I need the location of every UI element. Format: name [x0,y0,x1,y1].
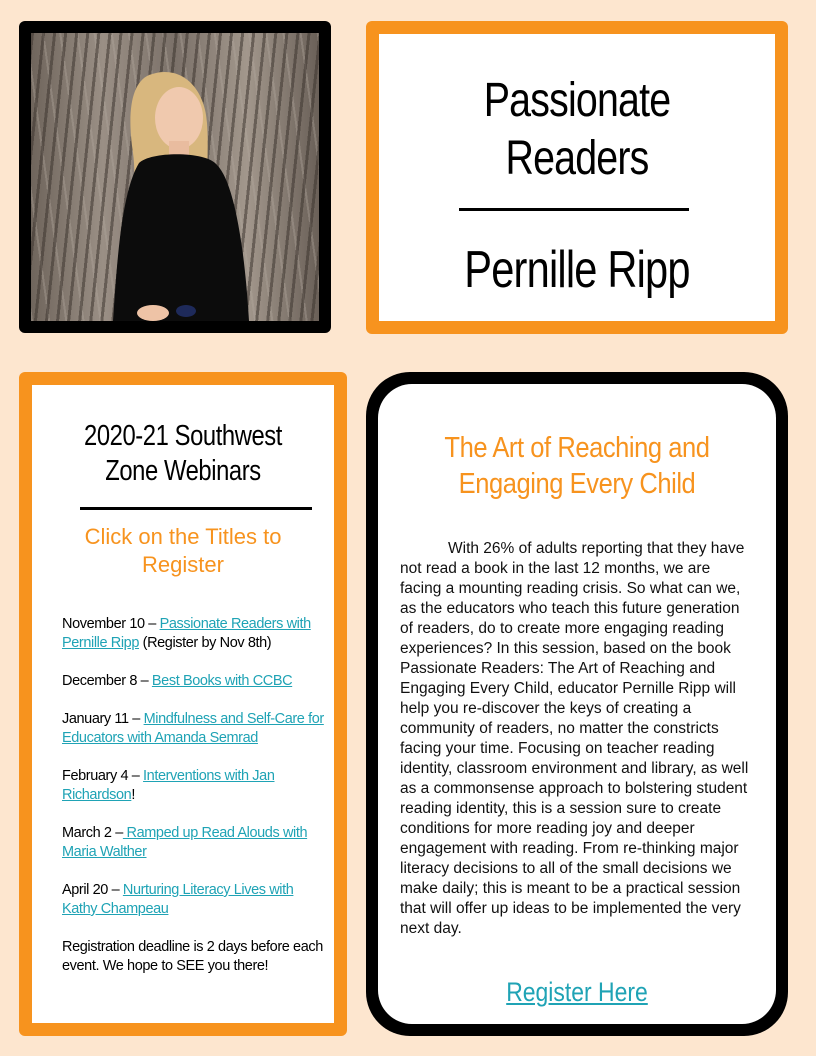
title-card [366,21,788,334]
event-item [62,767,332,805]
event-item [62,824,332,862]
author-photo-frame [19,21,331,333]
event-list [62,615,332,976]
event-register-link[interactable]: Interventions with Jan Richardson [62,768,275,803]
event-register-link[interactable]: Mindfulness and Self-Care for Educators with Amanda Semrad [62,711,324,746]
event-date: December 8 – [62,673,152,689]
event-item [62,881,332,919]
session-heading: The Art of Reaching and Engaging Every Child [444,432,710,500]
event-date: April 20 – [62,882,123,898]
session-description: With 26% of adults reporting that they have not read a book in the last 12 months, we are facing a mounting reading crisis. So what can we, as the educators who teach this future generation of readers, do to create more engaging reading experiences? In this session, based on the book Passionate Readers: The Art of Reaching and Engaging Every Child, educator Pernille Ripp will help you re-discover the keys of creating a community of readers, no matter the constricts facing your time. Focusing on teacher reading identity, classroom environment and library, as well as a commonsense approach to bolstering student reading identity, this is a session sure to create conditions for more reading joy and deeper engagement with reading. From re-thinking major literacy decisions to all of the small decisions we make daily; this is meant to be a practical session that will offer up ideas to be implemented the very next day. [400,540,749,937]
session-card [366,372,788,1036]
event-note: ! [131,787,135,803]
event-note: (Register by Nov 8th) [139,635,272,651]
event-register-link[interactable]: Passionate Readers with Pernille Ripp [62,616,311,651]
event-item [62,615,332,653]
schedule-heading: 2020-21 Southwest Zone Webinars [84,420,282,487]
event-title: Passionate Readers [483,74,671,185]
event-date: January 11 – [62,711,144,727]
author-name: Pernille Ripp [464,241,690,299]
author-photo [31,33,319,321]
schedule-divider [80,507,312,510]
event-register-link[interactable]: Ramped up Read Alouds with Maria Walther [62,825,308,860]
portrait-photo-icon [31,33,319,321]
session-card-inner [378,384,776,1024]
event-item [62,710,332,748]
event-register-link[interactable]: Nurturing Literacy Lives with Kathy Champeau [62,882,294,917]
event-date: February 4 – [62,768,144,784]
event-item [62,672,332,691]
schedule-subheading: Click on the Titles to Register [84,524,282,577]
schedule-card [19,372,347,1036]
title-card-inner [379,34,775,321]
registration-note: Registration deadline is 2 days before each event. We hope to SEE you there! [62,939,323,974]
event-register-link[interactable]: Best Books with CCBC [151,673,293,689]
schedule-card-inner [32,385,334,1023]
title-divider [459,208,689,211]
event-date: November 10 – [62,616,160,632]
event-date: March 2 – [62,825,123,841]
register-here-link[interactable]: Register Here [506,977,648,1007]
